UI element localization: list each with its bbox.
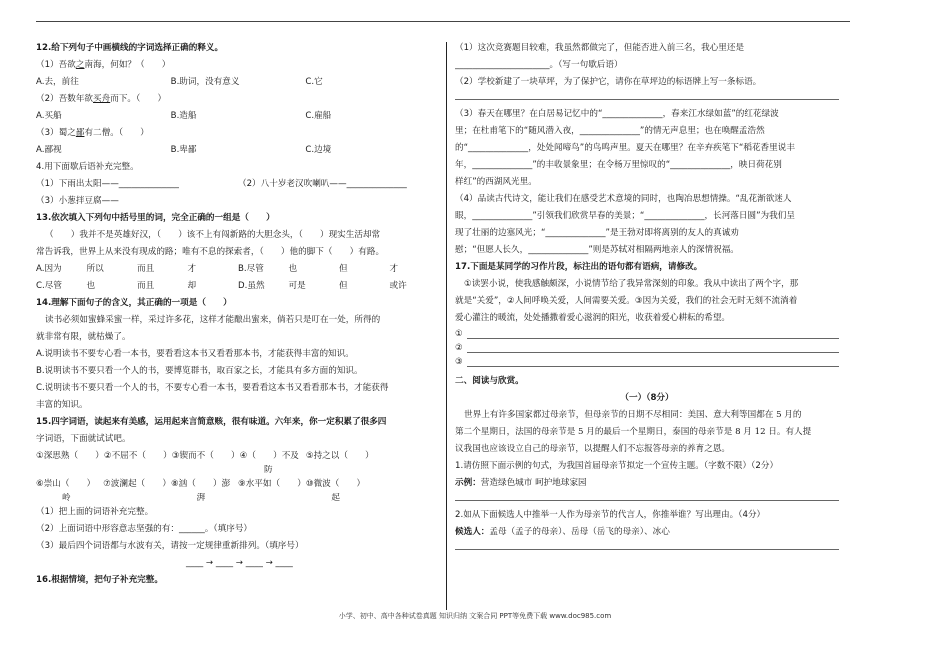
reading-1-line-3: 议我国也应该设立自己的母亲节，以提醒人们不忘报答母亲的养育之恩。 xyxy=(455,444,731,454)
q16-p1-line-1: （1）这次竞赛题目较难，我虽然都做完了，但能否进入前三名，我心里还是 xyxy=(455,43,745,53)
q14-option-b: B.说明读书不要只看一个人的书，要博览群书，取百家之长，才能具有多方面的知识。 xyxy=(36,366,363,376)
q13-options-row-1: A.因为 所以 而且 才 B.尽管 也 但 才 xyxy=(36,264,399,274)
task-2-candidates: 候选人：孟母（孟子的母亲）、岳母（岳飞的母亲）、冰心 xyxy=(455,527,670,537)
q16-p1-line-2: ______________________。（写一句歇后语） xyxy=(455,60,623,70)
task-1-example: 示例：营造绿色城市 呵护地球家园 xyxy=(455,478,587,488)
reading-1-line-2: 第二个星期日，法国的母亲节是 5 月的最后一个星期日，泰国的母亲节是 8 月 12 日。有人提 xyxy=(455,427,812,437)
q17-passage-3: 爱心灌注的暖流，处处播撒着爱心滋润的阳光，收获着爱心耕耘的希望。 xyxy=(455,313,731,323)
reading-1-title: （一）（8分） xyxy=(620,393,674,403)
q15-sub-2: （2）上面词语中形容意志坚强的有：______。（填序号） xyxy=(36,524,253,534)
q13-passage-2: 常告诉我，世界上从来没有现成的路；唯有不息的探索者，（ ）他的脚下（ ）有路。 xyxy=(36,247,385,257)
q15-words-row-4: 岭 湃 起 xyxy=(62,493,340,503)
q17-passage-1: ①读罢小说，使我感触颇深，小说情节给了我异常深刻的印象。我从中读出了两个字，那 xyxy=(464,279,799,289)
q15-title-1: 15.四字词语，读起来有美感，运用起来言简意赅，很有味道。六年来，你一定积累了很多四 xyxy=(36,417,387,427)
top-rule xyxy=(36,21,850,22)
q17-passage-2: 就是“关爱”，②人间呼唤关爱，人间需要关爱。③因为关爱，我们的社会无时无刻不流淌着 xyxy=(455,296,798,306)
q17-answer-line-2[interactable]: ② xyxy=(455,341,839,355)
page-footer: 小学、初中、高中各种试卷真题 知识归纳 文案合同 PPT等免费下载 www.doc985.com xyxy=(338,612,612,620)
q17-title: 17.下面是某同学的习作片段，标注出的语句都有语病，请修改。 xyxy=(455,262,703,272)
q15-sub-3: （3）最后四个词语都与水波有关，请按一定规律重新排列。（填序号） xyxy=(36,541,304,551)
left-column xyxy=(36,40,440,589)
q16-p4-line-2: 眼，______________”引领我们欣赏早春的美景；“______________，长河落日圆”为我们呈 xyxy=(455,211,795,221)
q14-quote-1: 读书必须如蜜蜂采蜜一样，采过许多花，这样才能酿出蜜来，倘若只是叮在一处，所得的 xyxy=(45,315,381,325)
q16-p2: （2）学校新建了一块草坪，为了保护它，请你在草坪边的标语牌上写一条标语。 xyxy=(455,77,762,87)
reading-1-line-1: 世界上有许多国家都过母亲节，但母亲节的日期不尽相同：美国、意大利等国都在 5 月的 xyxy=(464,410,802,420)
q16-p4-line-1: （4）品读古代诗文，能让我们在感受艺术意境的同时，也陶冶思想情操。“乱花渐欲迷人 xyxy=(455,194,792,204)
q15-sub-1: （1）把上面的词语补充完整。 xyxy=(36,507,154,517)
q16-p3-line-3: 的“______________，处处闻啼鸟”的鸟鸣声里。夏天在哪里？在辛弃疾笔下“稻花香里说丰 xyxy=(455,143,795,153)
task-2: 2.如从下面候选人中推举一人作为母亲节的代言人，你推举谁？写出理由。（4分） xyxy=(455,510,766,520)
q15-title-2: 字词语，下面就试试吧。 xyxy=(36,434,131,444)
q12-s1: （1）吾欲之南海，何如？（ ） xyxy=(36,60,171,70)
q4-answer-3: （3）小葱拌豆腐—— xyxy=(36,196,119,206)
q14-quote-2: 就非常有限，就枯燥了。 xyxy=(36,332,131,342)
q16-p3-line-1: （3）春天在哪里？在白居易记忆中的“______________，春来江水绿如蓝”的红花绿波 xyxy=(455,109,779,119)
q16-p3-line-2: 里；在杜甫笔下的“随风潜入夜，______________”的情无声息里；也在唤醒孟浩然 xyxy=(455,126,765,136)
q15-words-row-3: ⑥崇山（ ） ⑦波澜起（ ） ⑧汹（ ）澎 ⑨水平如（ ） ⑩微波（ ） xyxy=(36,479,366,489)
q16-p4-line-3: 现了壮丽的边塞风光；“______________”是王勃对即将离别的友人的真诚劝 xyxy=(455,228,739,238)
q4-title: 4.用下面歇后语补充完整。 xyxy=(36,162,139,172)
q15-words-row-2: 防 xyxy=(264,465,273,475)
q16-title: 16.根据情境，把句子补充完整。 xyxy=(36,575,163,585)
q12-options-1: A.去，前往 B.助词，没有意义 C.它 xyxy=(36,77,323,87)
q16-p4-line-4: 慰；“但愿人长久，______________”则是苏轼对相隔两地亲人的深情祝福。 xyxy=(455,245,739,255)
q13-title: 13.依次填入下列句中括号里的词，完全正确的一组是（ ） xyxy=(36,213,275,223)
column-divider xyxy=(446,42,447,610)
task-1-answer-line[interactable] xyxy=(455,500,839,501)
q14-option-a: A.说明读书不要专心看一本书，要看看这本书又看看那本书，才能获得丰富的知识。 xyxy=(36,349,354,359)
q16-p3-line-5: 样红”的西湖风光里。 xyxy=(455,177,537,187)
task-1: 1.请仿照下面示例的句式，为我国首届母亲节拟定一个宣传主题。（字数不限）（2分） xyxy=(455,461,779,471)
q4-answers: （1）下雨出太阳——______________ （2）八十岁老汉吹喇叭——______________ xyxy=(36,179,407,189)
q14-option-c-2: 丰富的知识。 xyxy=(36,400,88,410)
q15-words-row-1: ①深思熟（ ） ②不屈不（ ） ③锲而不（ ） ④（ ）不及 ⑤持之以（ ） xyxy=(36,451,374,461)
q15-sequence: ____ → ____ → ____ → ____ xyxy=(186,558,293,568)
q17-answer-line-1[interactable]: ① xyxy=(455,327,839,341)
q13-passage-1: （ ）我并不是英雄好汉，（ ）该不上有闯新路的大胆念头，（ ）现实生活却常 xyxy=(45,230,381,240)
task-2-answer-line[interactable] xyxy=(455,549,839,550)
section-2-title: 二、阅读与欣赏。 xyxy=(455,376,524,386)
q12-options-2: A.买船 B.造船 C.雇船 xyxy=(36,111,332,121)
q14-option-c-1: C.说明读书不要只看一个人的书，不要专心看一本书，要看看这本书又看看那本书，才能获得 xyxy=(36,383,389,393)
q17-answer-line-3[interactable]: ③ xyxy=(455,355,839,369)
right-column xyxy=(455,40,839,556)
q12-s3: （3）蜀之鄙有二僧。（ ） xyxy=(36,128,149,138)
q13-options-row-2: C.尽管 也 而且 却 D.虽然 可是 但 或许 xyxy=(36,281,407,291)
answer-line[interactable] xyxy=(455,99,839,100)
q14-title: 14.理解下面句子的含义，其正确的一项是（ ） xyxy=(36,298,232,308)
q12-options-3: A.鄙视 B.卑鄙 C.边境 xyxy=(36,145,332,155)
q16-p3-line-4: 年，______________”的丰收景象里；在令杨万里惊叹的“______________，映日荷花别 xyxy=(455,160,782,170)
q12-s2: （2）吾数年欲买舟而下。（ ） xyxy=(36,94,167,104)
q12-title: 12.给下列句子中画横线的字词选择正确的释义。 xyxy=(36,43,224,53)
